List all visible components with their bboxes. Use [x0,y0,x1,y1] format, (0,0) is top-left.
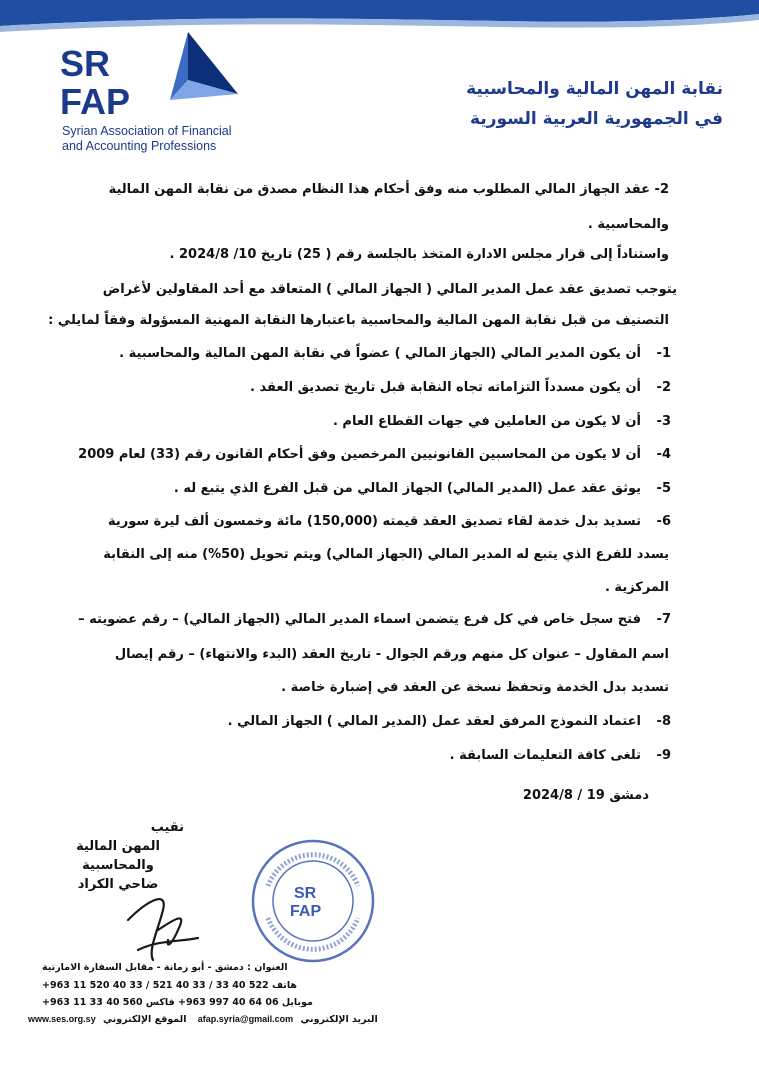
stamp-sr-text: SR [294,885,317,902]
logo-sr-text: SR [60,43,111,84]
logo-english-name [62,124,232,154]
signature-org: المهن المالية والمحاسبية [76,839,160,873]
org-ar-line1: نقابة المهن المالية والمحاسبية [466,79,723,99]
item-2-text: أن يكون مسدداً التزاماته تجاه النقابة قبل تاريخ تصديق العقد . [250,380,641,395]
date-line: دمشق 19 / 2024/8 [522,788,649,803]
org-arabic-name [466,74,723,134]
intro-item2-line2: والمحاسبية . [587,217,669,232]
footer-website[interactable]: www.ses.org.sy [28,1014,96,1024]
item-2-number: 2- [656,380,671,395]
footer-contact-line [28,1014,378,1025]
item-3-number: 3- [656,414,671,429]
footer-mobile-fax: موبايل 06 64 40 997 963+ فاكس 560 40 33 11 963+ [42,997,313,1008]
signature-name: ضاحي الكراد [77,877,159,892]
footer-website-label: الموقع الإلكتروني [103,1014,187,1025]
footer-phone: هاتف 522 40 33 / 33 40 521 / 33 40 520 11 963+ [42,980,298,991]
logo-en-line2: and Accounting Professions [62,139,217,153]
requirement-line1: يتوجب تصديق عقد عمل المدير المالي ( الجهاز المالي ) المتعاقد مع أحد المقاولين لأغراض [102,282,677,297]
decision-line: واستناداً إلى قرار مجلس الادارة المتخذ بالجلسة رقم ( 25) تاريخ 10/ 2024/8 . [169,247,669,262]
item-5-text: يوثق عقد عمل (المدير المالي) الجهاز المالي من قبل الفرع الذي يتبع له . [173,481,641,496]
item-4-number: 4- [656,447,671,462]
item-3-text: أن لا يكون من العاملين في جهات القطاع العام . [332,414,641,429]
item-7-number: 7- [656,612,671,627]
item-7-text-line3: تسديد بدل الخدمة وتحفظ نسخة عن العقد في إضبارة خاصة . [281,680,669,695]
handwritten-signature [118,880,208,970]
logo-en-line1: Syrian Association of Financial [62,124,232,138]
item-8-number: 8- [656,714,671,729]
item-9-number: 9- [656,748,671,763]
item-5-number: 5- [656,481,671,496]
item-9-text: تلغى كافة التعليمات السابقة . [449,748,641,763]
footer-address: العنوان : دمشق - أبو رمانة - مقابل السفارة الامارتية [42,962,288,973]
item-6-text-line2: يسدد للفرع الذي يتبع له المدير المالي (الجهاز المالي) ويتم تحويل (50%) منه إلى النقابة [103,547,669,562]
item-4-text: أن لا يكون من المحاسبين القانونيين المرخصين وفق أحكام القانون رقم (33) لعام 2009 [78,447,641,462]
org-ar-line2: في الجمهورية العربية السورية [470,109,723,129]
item-1-text: أن يكون المدير المالي (الجهاز المالي ) عضواً في نقابة المهن المالية والمحاسبية . [119,346,641,361]
intro-item2-line1: 2- عقد الجهاز المالي المطلوب منه وفق أحكام هذا النظام مصدق من نقابة المهن المالية [108,182,669,197]
item-6-text-line1: تسديد بدل خدمة لقاء تصديق العقد قيمته (150,000) مائة وخمسون ألف ليرة سورية [107,514,641,529]
stamp-fap-text: FAP [290,903,322,920]
requirement-line2: التصنيف من قبل نقابة المهن المالية والمحاسبية باعتبارها النقابة المهنية المسؤولة وفقاً لمايلي : [48,313,669,328]
official-stamp [248,836,378,966]
item-7-text-line2: اسم المقاول – عنوان كل منهم ورقم الجوال - تاريخ العقد (البدء والانتهاء) – رقم إيصال [114,647,669,662]
signature-title: نقيب [150,820,184,835]
footer-email-label: البريد الإلكتروني [300,1014,378,1025]
item-8-text: اعتماد النموذج المرفق لعقد عمل (المدير المالي ) الجهاز المالي . [227,714,641,729]
item-6-text-line3: المركزية . [604,580,669,595]
item-1-number: 1- [656,346,671,361]
item-7-text-line1: فتح سجل خاص في كل فرع يتضمن اسماء المدير المالي (الجهاز المالي) – رقم عضويته – [78,612,641,627]
item-6-number: 6- [656,514,671,529]
footer-email[interactable]: afap.syria@gmail.com [197,1014,294,1024]
logo-fap-text: FAP [60,81,131,122]
